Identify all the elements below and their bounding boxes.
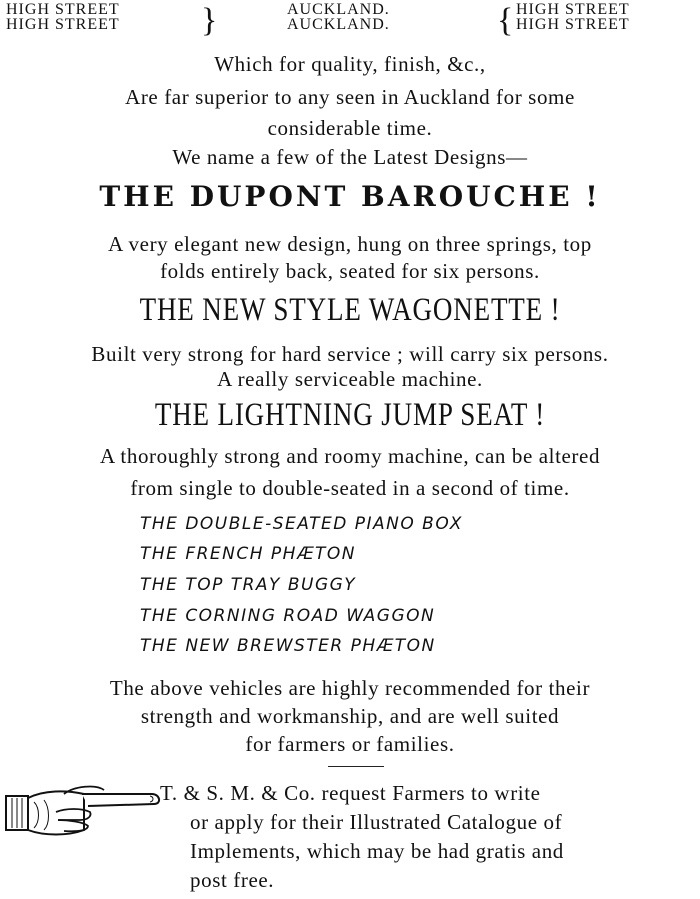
notice-line-4: post free. xyxy=(190,868,275,892)
intro-line-4: We name a few of the Latest Designs— xyxy=(172,145,528,169)
vehicle-list-item: THE NEW BREWSTER PHÆTON xyxy=(140,636,436,656)
header-right-top: HIGH STREET xyxy=(516,1,630,18)
notice-line-2: or apply for their Illustrated Catalogue of xyxy=(190,810,563,834)
intro-line-1: Which for quality, finish, &c., xyxy=(214,52,486,76)
item-desc-3a: A thoroughly strong and roomy machine, can be altered xyxy=(99,444,601,468)
notice-line-3: Implements, which may be had gratis and xyxy=(190,839,564,863)
header-center-bottom: AUCKLAND. xyxy=(287,16,390,33)
notice-line-1: T. & S. M. & Co. request Farmers to write xyxy=(160,781,541,805)
item-desc-3b: from single to double-seated in a second of time. xyxy=(130,476,570,500)
item-desc-1a: A very elegant new design, hung on three springs, top xyxy=(108,232,592,256)
header-left-bottom: HIGH STREET xyxy=(6,16,120,33)
recommendation-line-2: strength and workmanship, and are well suited xyxy=(140,704,560,728)
item-desc-1b: folds entirely back, seated for six persons. xyxy=(160,259,540,283)
vehicle-list-item: THE DOUBLE-SEATED PIANO BOX xyxy=(140,514,463,534)
header-brace-left: } xyxy=(201,2,218,39)
header-center-top: AUCKLAND. xyxy=(287,1,390,18)
header-brace-right: { xyxy=(497,2,514,39)
intro-line-3: considerable time. xyxy=(267,116,433,140)
header-left xyxy=(6,2,120,32)
header-right xyxy=(516,2,630,32)
intro-line-2: Are far superior to any seen in Auckland for some xyxy=(125,85,575,109)
item-title-lightning-jump-seat: THE LIGHTNING JUMP SEAT ! xyxy=(154,397,546,433)
vehicle-list-item: THE TOP TRAY BUGGY xyxy=(140,575,357,595)
recommendation-line-3: for farmers or families. xyxy=(245,732,455,756)
vehicle-list-item: THE FRENCH PHÆTON xyxy=(140,544,356,564)
section-divider xyxy=(328,766,384,767)
header-center xyxy=(287,2,390,32)
pointing-hand-icon xyxy=(4,782,164,842)
recommendation-line-1: The above vehicles are highly recommended for their xyxy=(109,676,591,700)
address-header xyxy=(0,2,700,46)
item-title-dupont-barouche: THE DUPONT BAROUCHE ! xyxy=(99,180,601,213)
item-desc-2a: Built very strong for hard service ; will carry six persons. xyxy=(91,342,609,366)
header-left-top: HIGH STREET xyxy=(6,1,120,18)
item-title-new-style-wagonette: THE NEW STYLE WAGONETTE ! xyxy=(139,292,561,328)
header-right-bottom: HIGH STREET xyxy=(516,16,630,33)
item-desc-2b: A really serviceable machine. xyxy=(217,367,483,391)
vehicle-list-item: THE CORNING ROAD WAGGON xyxy=(140,606,436,626)
